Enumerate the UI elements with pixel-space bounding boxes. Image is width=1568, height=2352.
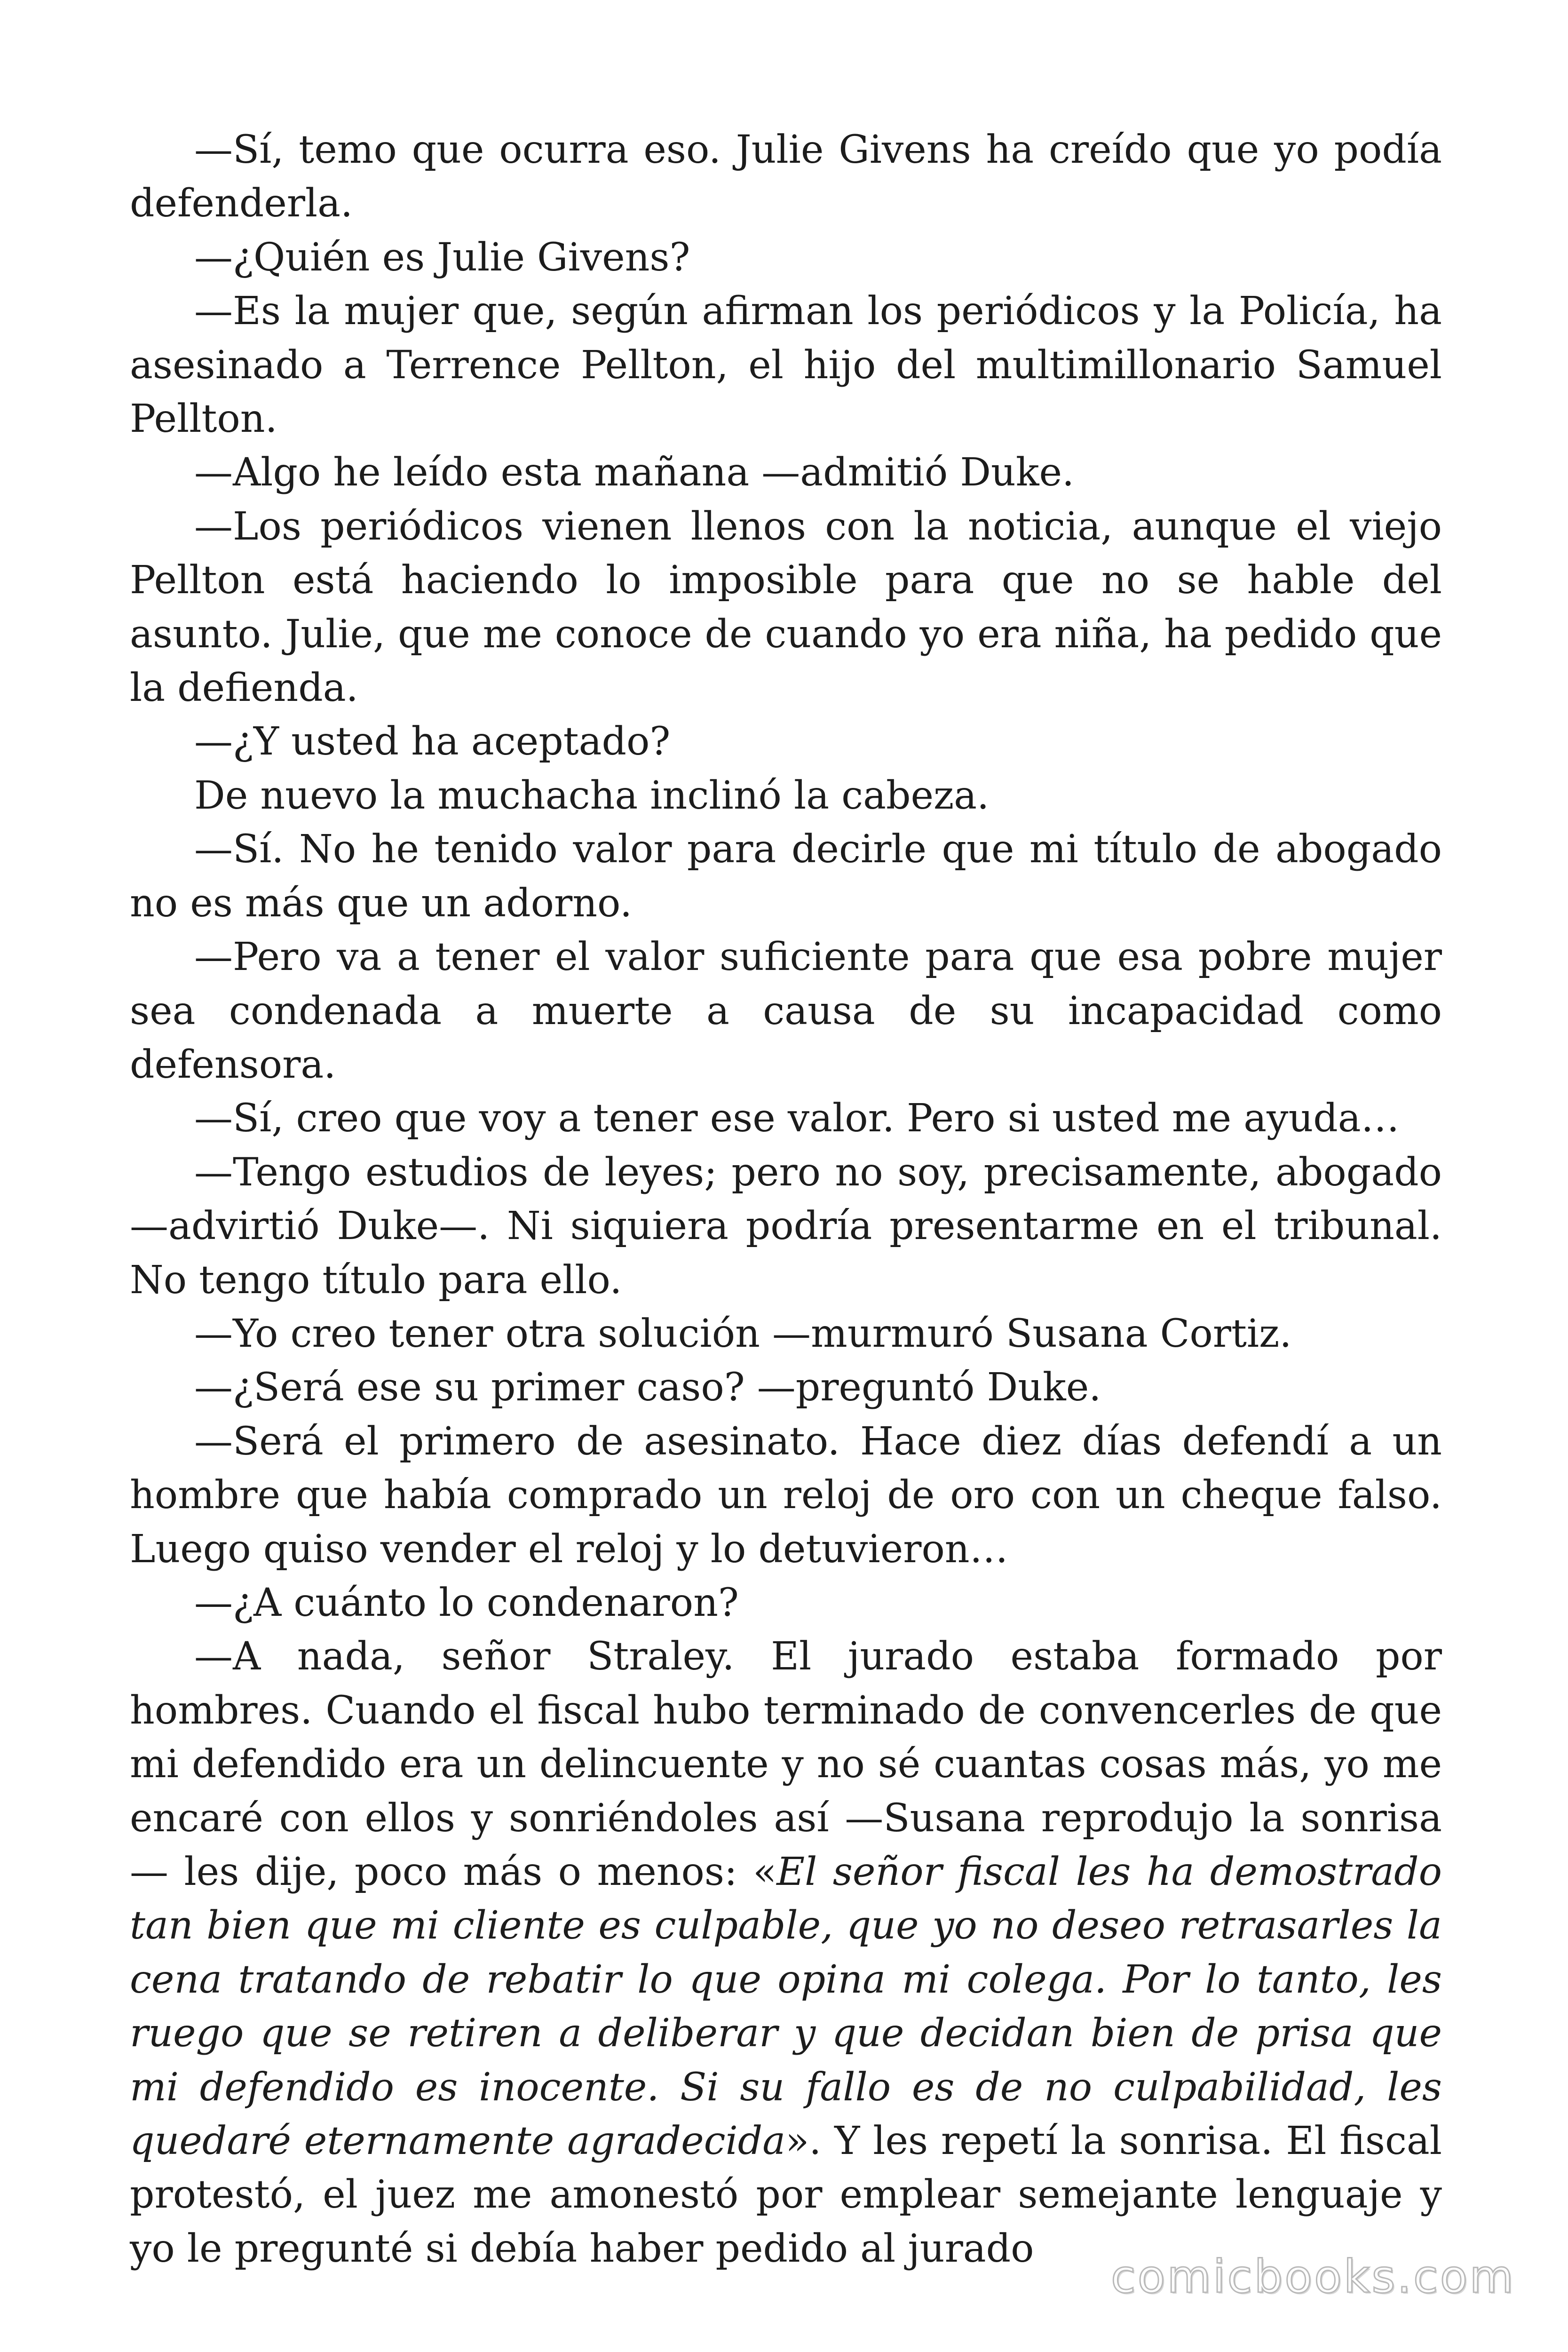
paragraph (130, 823, 1442, 930)
watermark: comicbooks.com (1110, 2250, 1515, 2303)
text-segment: —¿Y usted ha aceptado? (194, 719, 671, 764)
text-segment: —Algo he leído esta mañana —admitió Duke. (194, 450, 1075, 495)
body-text (130, 123, 1442, 2276)
italic-quote: El señor fiscal les ha demostrado tan bien que mi cliente es culpable, que yo no deseo retrasarles la cena tratando de rebatir lo que opina mi colega. Por lo tanto, les ruego que se retiren a deliberar y que decidan bien de prisa que mi defendido es inocente. Si su fallo es de no culpabilidad, les quedaré eternamente agradecida (130, 1850, 1442, 2164)
paragraph (130, 1361, 1442, 1414)
paragraph (130, 1092, 1442, 1145)
text-segment: —Sí. No he tenido valor para decirle que mi título de abogado no es más que un adorno. (130, 827, 1442, 926)
text-segment: —¿Quién es Julie Givens? (194, 235, 690, 280)
text-segment: —Será el primero de asesinato. Hace diez días defendí a un hombre que había comprado un reloj de oro con un cheque falso. Luego quiso vender el reloj y lo detuvieron… (130, 1419, 1442, 1572)
text-segment: —Tengo estudios de leyes; pero no soy, precisamente, abogado —advirtió Duke—. Ni siquiera podría presentarme en el tribunal. No tengo título para ello. (130, 1150, 1442, 1303)
text-segment: —Sí, temo que ocurra eso. Julie Givens ha creído que yo podía defenderla. (130, 127, 1442, 226)
paragraph (130, 1146, 1442, 1307)
text-segment: —A nada, señor Straley. El jurado estaba formado por hombres. Cuando el fiscal hubo terminado de convencerles de que mi defendido era un delincuente y no sé cuantas cosas más, yo me encaré con ellos y sonriéndoles así —Susana reprodujo la sonrisa— les dije, poco más o menos: « (130, 1634, 1442, 1894)
text-segment: —Pero va a tener el valor suficiente para que esa pobre mujer sea condenada a muerte a causa de su incapacidad como defensora. (130, 935, 1442, 1087)
paragraph (130, 231, 1442, 285)
paragraph (130, 1307, 1442, 1361)
text-segment: —Los periódicos vienen llenos con la noticia, aunque el viejo Pellton está haciendo lo imposible para que no se hable del asunto. Julie, que me conoce de cuando yo era niña, ha pedido que la defienda. (130, 504, 1442, 711)
paragraph (130, 1415, 1442, 1576)
paragraph (130, 123, 1442, 231)
paragraph (130, 1576, 1442, 1630)
text-segment: —Sí, creo que voy a tener ese valor. Pero si usted me ayuda… (194, 1096, 1400, 1141)
text-segment: —¿Será ese su primer caso? —preguntó Duke. (194, 1365, 1101, 1410)
text-segment: De nuevo la muchacha inclinó la cabeza. (194, 773, 990, 818)
paragraph (130, 500, 1442, 715)
paragraph (130, 715, 1442, 769)
paragraph (130, 769, 1442, 823)
text-segment: ». Y les repetí la sonrisa. El fiscal protestó, el juez me amonestó por emplear semejante lenguaje y yo le pregunté si debía haber pedido al jurado (130, 2119, 1442, 2271)
paragraph (130, 930, 1442, 1092)
paragraph (130, 446, 1442, 500)
text-segment: —Yo creo tener otra solución —murmuró Susana Cortiz. (194, 1311, 1292, 1356)
paragraph (130, 1630, 1442, 2276)
text-segment: —Es la mujer que, según afirman los periódicos y la Policía, ha asesinado a Terrence Pellton, el hijo del multimillonario Samuel Pellton. (130, 289, 1442, 442)
paragraph (130, 285, 1442, 446)
text-segment: —¿A cuánto lo condenaron? (194, 1580, 739, 1625)
